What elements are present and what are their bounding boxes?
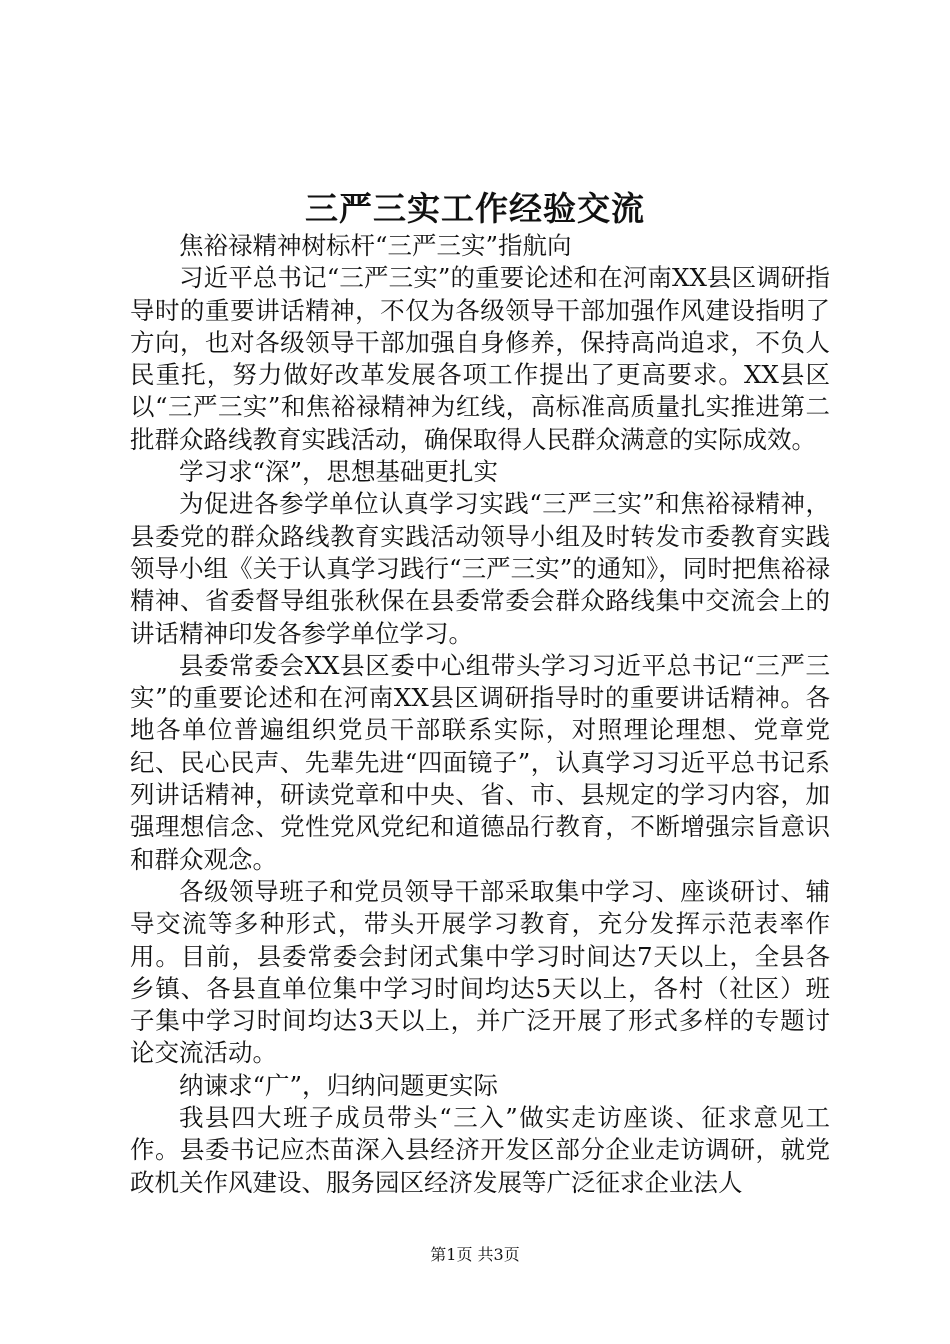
subheading-2: 学习求“深”，思想基础更扎实 bbox=[179, 457, 499, 487]
subheading-1: 焦裕禄精神树标杆“三严三实”指航向 bbox=[179, 231, 572, 260]
paragraph-3: 县委常委会XX县区委中心组带头学习习近平总书记“三严三实”的重要论述和在河南XX县区调研指导时的重要讲话精神。各地各单位普遍组织党员干部联系实际，对照理论理想、党章党纪、民心民声、先辈先进“四面镜子”，认真学习习近平总书记系列讲话精神，研读党章和中央、省、市、县规定的学习内容，加强理想信念、党性党风党纪和道德品行教育，不断增强宗旨意识和群众观念。 bbox=[130, 650, 830, 874]
page-number-footer: 第1页 共3页 bbox=[430, 1245, 520, 1264]
subheading-3: 纳谏求“广”，归纳问题更实际 bbox=[179, 1070, 499, 1100]
paragraph-1: 习近平总书记“三严三实”的重要论述和在河南XX县区调研指导时的重要讲话精神，不仅为各级领导干部加强作风建设指明了方向，也对各级领导干部加强自身修养，保持高尚追求，不负人民重托，努力做好改革发展各项工作提出了更高要求。XX县区以“三严三实”和焦裕禄精神为红线，高标准高质量扎实推进第二批群众路线教育实践活动，确保取得人民群众满意的实际成效。 bbox=[130, 263, 830, 454]
document-body bbox=[130, 230, 830, 1199]
document-title: 三严三实工作经验交流 bbox=[305, 189, 645, 228]
paragraph-5: 我县四大班子成员带头“三入”做实走访座谈、征求意见工作。县委书记应杰苗深入县经济开发区部分企业走访调研，就党政机关作风建设、服务园区经济发展等广泛征求企业法人 bbox=[130, 1103, 830, 1197]
paragraph-4: 各级领导班子和党员领导干部采取集中学习、座谈研讨、辅导交流等多种形式，带头开展学习教育，充分发挥示范表率作用。目前，县委常委会封闭式集中学习时间达7天以上，全县各乡镇、各县直单位集中学习时间均达5天以上，各村（社区）班子集中学习时间均达3天以上，并广泛开展了形式多样的专题讨论交流活动。 bbox=[130, 876, 830, 1068]
paragraph-2: 为促进各参学单位认真学习实践“三严三实”和焦裕禄精神，县委党的群众路线教育实践活动领导小组及时转发市委教育实践领导小组《关于认真学习践行“三严三实”的通知》，同时把焦裕禄精神、省委督导组张秋保在县委常委会群众路线集中交流会上的讲话精神印发各参学单位学习。 bbox=[130, 489, 830, 648]
